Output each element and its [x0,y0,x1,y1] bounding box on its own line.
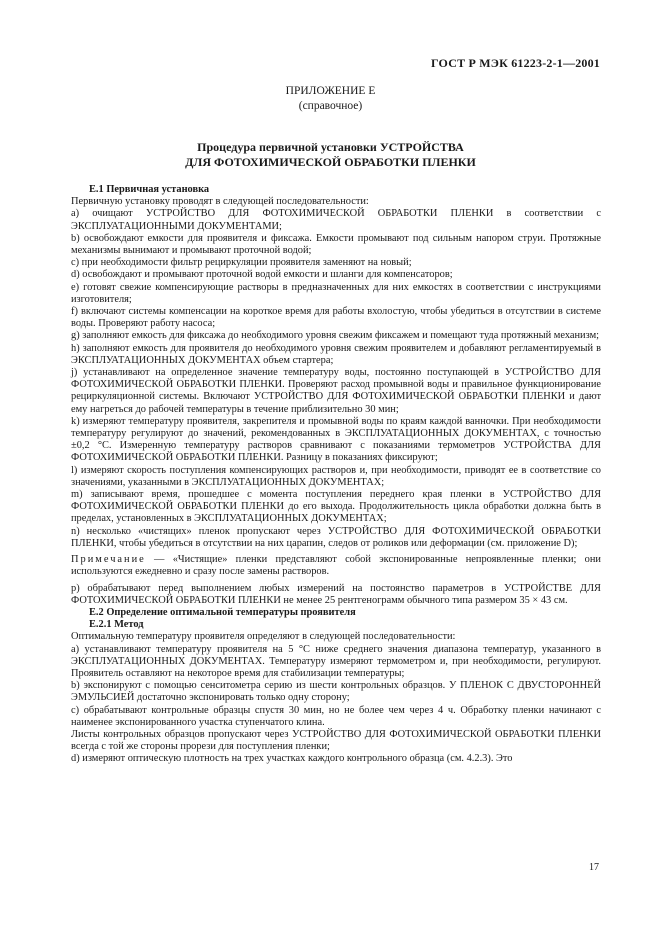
note-label: Примечание [71,554,146,566]
paragraph: Оптимальную температуру проявителя определяют в следующей последовательности: [71,631,456,643]
list-item: k) измеряют температуру проявителя, закрепителя и промывной воды по краям каждой ванночки. При необходимости температуру регулируют до значений, рекомендованных в ЭКСПЛУАТАЦИОННЫХ ДОКУМЕНТАХ, с точностью ±0,2 °С. Измеренную температуру растворов сравнивают с показаниями термометров УСТРОЙСТВА ДЛЯ ФОТОХИМИЧЕСКОЙ ОБРАБОТКИ ПЛЕНКИ. Разницу в показаниях фиксируют; [71,415,601,464]
section-heading-e2: Е.2 Определение оптимальной температуры проявителя [89,606,356,618]
list-item: p) обрабатывают перед выполнением любых измерений на постоянство параметров в УСТРОЙСТВЕ ДЛЯ ФОТОХИМИЧЕСКОЙ ОБРАБОТКИ ПЛЕНКИ не менее 25 рентгенограмм обычного типа размером 35 × 43 см. [71,582,601,606]
list-item: d) измеряют оптическую плотность на трех участках каждого контрольного образца (см. 4.2.3). Это [71,753,513,765]
note [71,554,601,578]
list-item: n) несколько «чистящих» пленок пропускают через УСТРОЙСТВО ДЛЯ ФОТОХИМИЧЕСКОЙ ОБРАБОТКИ ПЛЕНКИ, чтобы убедиться в отсутствии на них царапин, следов от роликов или деформации (см. приложение D); [71,525,601,549]
section-heading-e21: Е.2.1 Метод [89,619,144,631]
document-title [0,140,661,170]
list-item: b) освобождают емкости для проявителя и фиксажа. Емкости промывают под сильным напором струи. Протяжные механизмы вынимают и промывают проточной водой; [71,232,601,257]
paragraph: Первичную установку проводят в следующей последовательности: [71,196,369,208]
list-item: d) освобождают и промывают проточной водой емкости и шланги для компенсаторов; [71,269,453,281]
list-item: b) экспонируют с помощью сенситометра серию из шести контрольных образцов. У ПЛЕНОК С ДВУСТОРОННЕЙ ЭМУЛЬСИЕЙ достаточно экспонировать только одну сторону; [71,680,601,704]
list-item: h) заполняют емкость для проявителя до необходимого уровня свежим проявителем и добавляют регламентируемый в ЭКСПЛУАТАЦИОННЫХ ДОКУМЕНТАХ объем стартера; [71,342,601,366]
appendix-heading [0,84,661,114]
list-item: m) записывают время, прошедшее с момента поступления переднего края пленки в УСТРОЙСТВО ДЛЯ ФОТОХИМИЧЕСКОЙ ОБРАБОТКИ ПЛЕНКИ до его выхода. Продолжительность цикла обработки должна быть в пределах, установленных в ЭКСПЛУАТАЦИОННЫХ ДОКУМЕНТАХ; [71,489,601,525]
title-line-1: Процедура первичной установки УСТРОЙСТВА [197,140,464,154]
list-item: c) при необходимости фильтр рециркуляции проявителя заменяют на новый; [71,257,412,269]
page-number: 17 [589,862,599,873]
appendix-subtitle: (справочное) [298,100,363,112]
note-text: — «Чистящие» пленки представляют собой экспонированные непроявленные пленки; они используются ежедневно и сразу после замены растворов. [71,554,601,578]
list-item: l) измеряют скорость поступления компенсирующих растворов и, при необходимости, приводят ее в соответствие со значениями, указанными в ЭКСПЛУАТАЦИОННЫХ ДОКУМЕНТАХ; [71,464,601,488]
list-item: f) включают системы компенсации на короткое время для работы вхолостую, чтобы убедиться в отсутствии в системе воды. Проверяют работу насоса; [71,306,601,330]
body-text [71,184,601,766]
list-item: a) очищают УСТРОЙСТВО ДЛЯ ФОТОХИМИЧЕСКОЙ ОБРАБОТКИ ПЛЕНКИ в соответствии с ЭКСПЛУАТАЦИОННЫМИ ДОКУМЕНТАМИ; [71,208,601,232]
paragraph: Листы контрольных образцов пропускают через УСТРОЙСТВО ДЛЯ ФОТОХИМИЧЕСКОЙ ОБРАБОТКИ ПЛЕНКИ всегда с той же стороны прорези для поступления пленки; [71,728,601,753]
list-item: g) заполняют емкость для фиксажа до необходимого уровня свежим фиксажем и помещают туда протяжный механизм; [71,330,600,342]
list-item: a) устанавливают температуру проявителя на 5 °С ниже среднего значения диапазона температур, указанного в ЭКСПЛУАТАЦИОННЫХ ДОКУМЕНТАХ. Температуру измеряют термометром и, при необходимости, регулируют. Проявитель оставляют на некоторое время для стабилизации температуры; [71,643,601,679]
appendix-title: ПРИЛОЖЕНИЕ Е [285,85,376,97]
list-item: e) готовят свежие компенсирующие растворы в предназначенных для них емкостях в соответствии с инструкциями изготовителя; [71,281,601,305]
section-heading-e1: Е.1 Первичная установка [89,184,210,195]
title-line-2: ДЛЯ ФОТОХИМИЧЕСКОЙ ОБРАБОТКИ ПЛЕНКИ [185,155,476,169]
standard-header: ГОСТ Р МЭК 61223-2-1—2001 [431,56,600,70]
list-item: c) обрабатывают контрольные образцы спустя 30 мин, но не более чем через 4 ч. Обработку пленки начинают с наименее экспонированного участка ступенчатого клина. [71,704,601,728]
list-item: j) устанавливают на определенное значение температуру воды, постоянно поступающей в УСТРОЙСТВО ДЛЯ ФОТОХИМИЧЕСКОЙ ОБРАБОТКИ ПЛЕНКИ. Проверяют расход промывной воды и правильное функционирование рециркуляционной системы. Включают УСТРОЙСТВО ДЛЯ ФОТОХИМИЧЕСКОЙ ОБРАБОТКИ ПЛЕНКИ и дают ему нагреться до рабочей температуры в течение приблизительно 30 мин; [71,367,601,415]
